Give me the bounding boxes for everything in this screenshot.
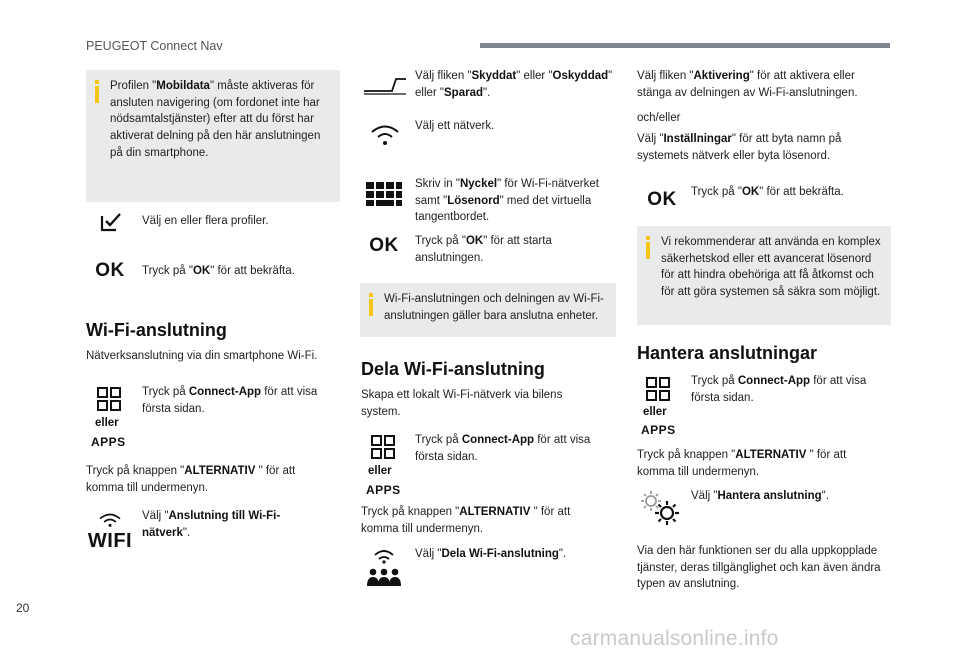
step-ok-confirm: Tryck på "OK" för att bekräfta. — [691, 186, 844, 198]
step-ok-confirm: Tryck på "OK" för att bekräfta. — [142, 265, 295, 277]
wifi-icon — [88, 512, 132, 556]
connect-app-icon — [94, 384, 124, 414]
eller-label: eller — [643, 406, 667, 418]
alternativ-text: Tryck på knappen "ALTERNATIV " för att komma till undermenyn. — [86, 465, 296, 494]
info-icon — [95, 80, 99, 104]
step-ok-start: Tryck på "OK" för att starta anslutningen. — [415, 235, 552, 264]
apps-icon: APPS — [366, 483, 401, 497]
info-icon — [646, 236, 650, 260]
ok-icon: OK — [369, 235, 399, 257]
step-select-wifi: Välj "Anslutning till Wi-Fi-nätverk". — [142, 510, 281, 539]
intro-wifi-connection: Nätverksanslutning via din smartphone Wi-Fi. — [86, 350, 318, 362]
step-manage-connection: Välj "Hantera anslutning". — [691, 490, 829, 502]
step-connect-app: Tryck på Connect-App för att visa första sidan. — [691, 375, 867, 404]
note-text: Profilen "Mobildata" måste aktiveras för ansluten navigering (om fordonet inte har nödsamtalstjänster) efter att du först har aktiverat delning på den här anslutningen på din smartphone. — [110, 80, 321, 159]
step-enter-key: Skriv in "Nyckel" för Wi-Fi-nätverket samt "Lösenord" med det virtuella tangentbordet. — [415, 178, 599, 224]
tabs-icon — [362, 74, 408, 96]
apps-icon: APPS — [641, 423, 676, 437]
manage-connection-gear-icon — [638, 488, 684, 528]
apps-icon: APPS — [91, 435, 126, 449]
header-title: PEUGEOT Connect Nav — [86, 39, 223, 53]
settings-text: Välj "Inställningar" för att byta namn på systemets nätverk eller byta lösenord. — [637, 133, 842, 162]
ok-icon: OK — [95, 260, 125, 282]
connect-app-icon — [368, 432, 398, 462]
keyboard-icon — [364, 180, 404, 208]
step-select-tab: Välj fliken "Skyddat" eller "Oskyddad" eller "Sparad". — [415, 70, 613, 99]
step-select-profiles: Välj en eller flera profiler. — [142, 215, 269, 227]
checkbox-icon — [92, 208, 132, 234]
share-wifi-icon — [362, 548, 406, 588]
alternativ-text: Tryck på knappen "ALTERNATIV " för att komma till undermenyn. — [637, 449, 847, 478]
info-icon — [369, 293, 373, 317]
page-number: 20 — [16, 601, 30, 615]
step-select-network: Välj ett nätverk. — [415, 120, 495, 132]
step-connect-app: Tryck på Connect-App för att visa första sidan. — [142, 386, 318, 415]
note-mobile-data — [86, 70, 340, 202]
note-text: Vi rekommenderar att använda en komplex säkerhetskod eller ett avancerat lösenord för att hindra obehöriga att få åtkomst och för att göra systemen så säkra som möjligt. — [661, 236, 881, 299]
activation-text: Välj fliken "Aktivering" för att aktivera eller stänga av delningen av Wi-Fi-anslutningen. — [637, 70, 858, 99]
eller-label: eller — [95, 417, 119, 429]
note-security — [637, 226, 891, 325]
wifi-label: WIFI — [87, 530, 133, 552]
connect-app-icon — [643, 374, 673, 404]
step-connect-app: Tryck på Connect-App för att visa första sidan. — [415, 434, 591, 463]
wifi-signal-icon — [366, 122, 404, 148]
and-or-text: och/eller — [637, 112, 681, 124]
heading-share-wifi: Dela Wi-Fi-anslutning — [361, 359, 545, 379]
alternativ-text: Tryck på knappen "ALTERNATIV " för att komma till undermenyn. — [361, 506, 571, 535]
final-text: Via den här funktionen ser du alla uppkopplade tjänster, deras tillgänglighet och kan även ändra typen av anslutning. — [637, 545, 881, 591]
heading-wifi-connection: Wi-Fi-anslutning — [86, 320, 227, 340]
header-bar — [480, 43, 890, 48]
ok-icon: OK — [647, 189, 677, 211]
note-wifi-sharing — [360, 283, 616, 337]
intro-share-wifi: Skapa ett lokalt Wi-Fi-nätverk via bilens system. — [361, 389, 563, 418]
heading-manage-connections: Hantera anslutningar — [637, 343, 818, 363]
step-select-share: Välj "Dela Wi-Fi-anslutning". — [415, 548, 567, 560]
note-text: Wi-Fi-anslutningen och delningen av Wi-Fi-anslutningen gäller bara anslutna enheter. — [384, 293, 604, 322]
eller-label: eller — [368, 465, 392, 477]
watermark: carmanualsonline.info — [570, 627, 779, 650]
